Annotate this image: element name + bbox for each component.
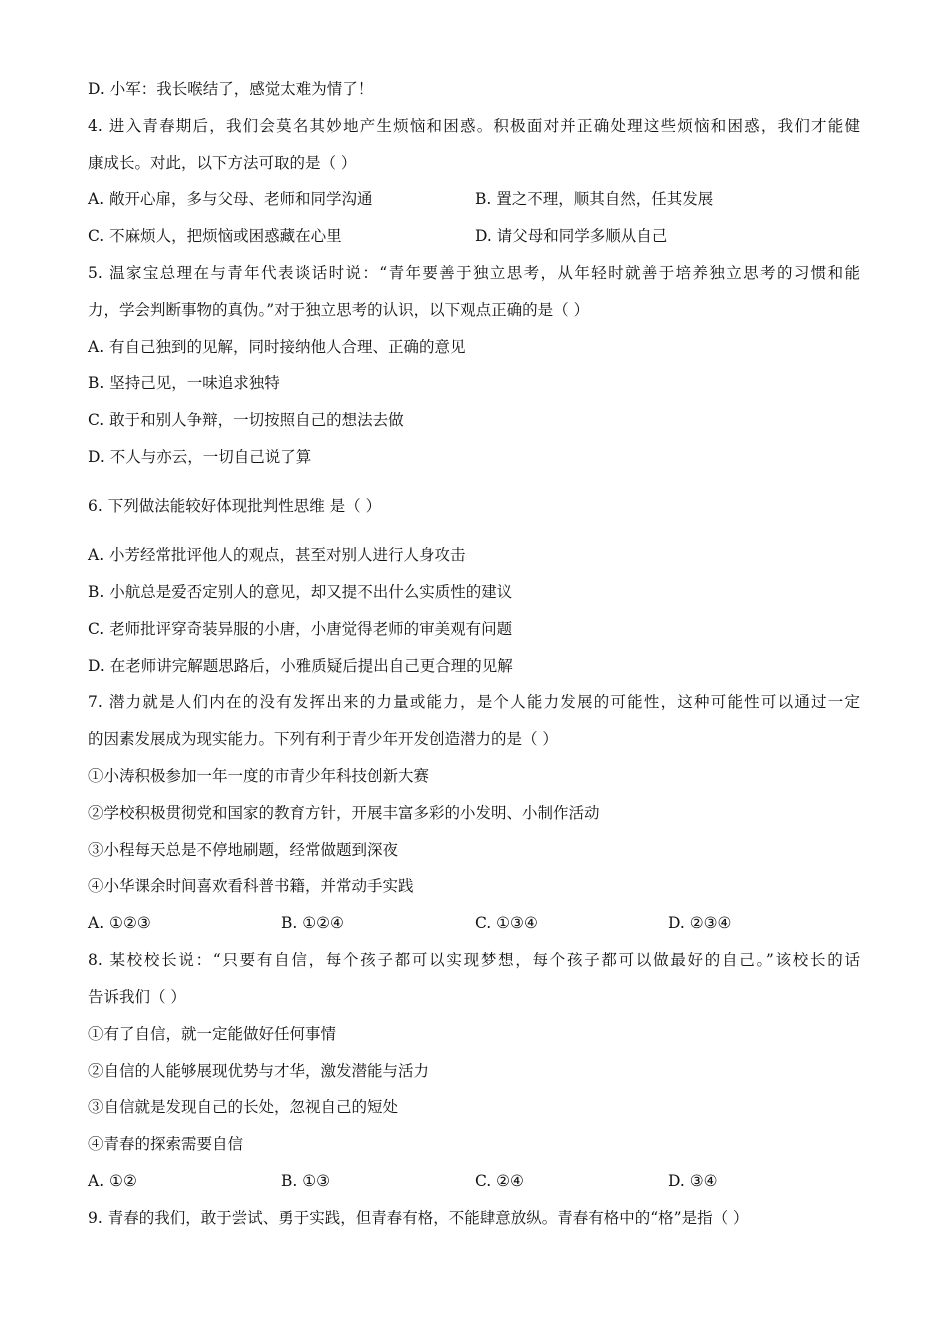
q4-option-c: C. 不麻烦人，把烦恼或困惑藏在心里 xyxy=(88,227,342,245)
q5-stem-line2: 力，学会判断事物的真伪。”对于独立思考的认识，以下观点正确的是（ ） xyxy=(88,301,590,319)
q4-stem-line1: 4. 进入青春期后，我们会莫名其妙地产生烦恼和困惑。积极面对并正确处理这些烦恼和困惑，我们才能健 xyxy=(88,117,860,135)
q7-option-a: A. ①②③ xyxy=(88,914,151,932)
q7-stem-line1: 7. 潜力就是人们内在的没有发挥出来的力量或能力，是个人能力发展的可能性，这种可能性可以通过一定 xyxy=(88,693,860,711)
q6-option-c: C. 老师批评穿奇装异服的小唐，小唐觉得老师的审美观有问题 xyxy=(88,620,513,638)
q3-option-d: D. 小军：我长喉结了，感觉太难为情了！ xyxy=(88,80,374,98)
q8-option-a: A. ①② xyxy=(88,1172,137,1190)
q7-stem-line2: 的因素发展成为现实能力。下列有利于青少年开发创造潜力的是（ ） xyxy=(88,730,558,748)
q8-item-4: ④青春的探索需要自信 xyxy=(88,1135,244,1153)
q7-item-4: ④小华课余时间喜欢看科普书籍，并常动手实践 xyxy=(88,877,414,895)
q8-item-3: ③自信就是发现自己的长处，忽视自己的短处 xyxy=(88,1098,399,1116)
q5-option-c: C. 敢于和别人争辩，一切按照自己的想法去做 xyxy=(88,411,404,429)
q6-option-b: B. 小航总是爱否定别人的意见，却又提不出什么实质性的建议 xyxy=(88,583,513,601)
q4-option-d: D. 请父母和同学多顺从自己 xyxy=(475,227,668,245)
q8-item-2: ②自信的人能够展现优势与才华，激发潜能与活力 xyxy=(88,1062,430,1080)
q7-option-b: B. ①②④ xyxy=(281,914,344,932)
q5-option-b: B. 坚持己见，一味追求独特 xyxy=(88,374,280,392)
q8-option-d: D. ③④ xyxy=(668,1172,718,1190)
q7-item-1: ①小涛积极参加一年一度的市青少年科技创新大赛 xyxy=(88,767,430,785)
q8-item-1: ①有了自信，就一定能做好任何事情 xyxy=(88,1025,337,1043)
q5-option-a: A. 有自己独到的见解，同时接纳他人合理、正确的意见 xyxy=(88,338,466,356)
q8-stem-line1: 8. 某校校长说：“只要有自信，每个孩子都可以实现梦想，每个孩子都可以做最好的自己。”该校长的话 xyxy=(88,951,860,969)
q4-stem-line2: 康成长。对此，以下方法可取的是（ ） xyxy=(88,154,357,172)
q7-option-c: C. ①③④ xyxy=(475,914,538,932)
q4-option-a: A. 敞开心扉，多与父母、老师和同学沟通 xyxy=(88,190,373,208)
q7-item-3: ③小程每天总是不停地刷题，经常做题到深夜 xyxy=(88,841,399,859)
q6-stem: 6. 下列做法能较好体现批判性思维 是（ ） xyxy=(88,497,382,515)
q7-option-d: D. ②③④ xyxy=(668,914,732,932)
q9-stem: 9. 青春的我们，敢于尝试、勇于实践，但青春有格，不能肆意放纵。青春有格中的“格”是指（ ） xyxy=(88,1209,749,1227)
q6-option-a: A. 小芳经常批评他人的观点，甚至对别人进行人身攻击 xyxy=(88,546,466,564)
q6-option-d: D. 在老师讲完解题思路后，小雅质疑后提出自己更合理的见解 xyxy=(88,657,513,675)
q5-option-d: D. 不人与亦云，一切自己说了算 xyxy=(88,448,312,466)
q8-stem-line2: 告诉我们（ ） xyxy=(88,988,186,1006)
q8-option-c: C. ②④ xyxy=(475,1172,524,1190)
q4-option-b: B. 置之不理，顺其自然，任其发展 xyxy=(475,190,714,208)
q5-stem-line1: 5. 温家宝总理在与青年代表谈话时说：“青年要善于独立思考，从年轻时就善于培养独立思考的习惯和能 xyxy=(88,264,860,282)
q7-item-2: ②学校积极贯彻党和国家的教育方针，开展丰富多彩的小发明、小制作活动 xyxy=(88,804,600,822)
q8-option-b: B. ①③ xyxy=(281,1172,331,1190)
